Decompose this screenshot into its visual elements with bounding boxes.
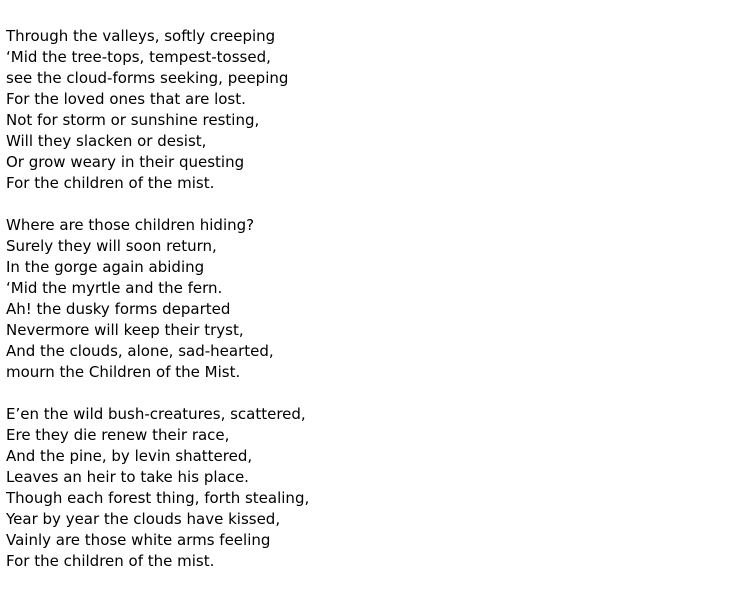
poem-line: Vainly are those white arms feeling [6,531,271,549]
stanza-2 [6,215,736,383]
poem-line: And the pine, by levin shattered, [6,447,253,465]
poem-line: Through the valleys, softly creeping [6,27,276,45]
poem-line: And the clouds, alone, sad-hearted, [6,342,274,360]
poem-line: Leaves an heir to take his place. [6,468,249,486]
poem-line: Or grow weary in their questing [6,153,245,171]
poem-line: Ere they die renew their race, [6,426,230,444]
poem-text [6,26,736,593]
poem-line: For the children of the mist. [6,174,215,192]
poem-line: Though each forest thing, forth stealing, [6,489,310,507]
poem-line: Ah! the dusky forms departed [6,300,231,318]
poem-line: Where are those children hiding? [6,216,255,234]
stanza-3 [6,404,736,572]
poem-line: Will they slacken or desist, [6,132,207,150]
poem-line: For the loved ones that are lost. [6,90,246,108]
poem-line: Surely they will soon return, [6,237,217,255]
poem-line: In the gorge again abiding [6,258,205,276]
poem-line: E’en the wild bush-creatures, scattered, [6,405,306,423]
poem-line: see the cloud-forms seeking, peeping [6,69,289,87]
poem-line: ‘Mid the tree-tops, tempest-tossed, [6,48,271,66]
stanza-1 [6,26,736,194]
poem-line: ‘Mid the myrtle and the fern. [6,279,223,297]
poem-line: For the children of the mist. [6,552,215,570]
poem-line: Not for storm or sunshine resting, [6,111,260,129]
poem-line: mourn the Children of the Mist. [6,363,241,381]
poem-line: Nevermore will keep their tryst, [6,321,244,339]
poem-line: Year by year the clouds have kissed, [6,510,281,528]
